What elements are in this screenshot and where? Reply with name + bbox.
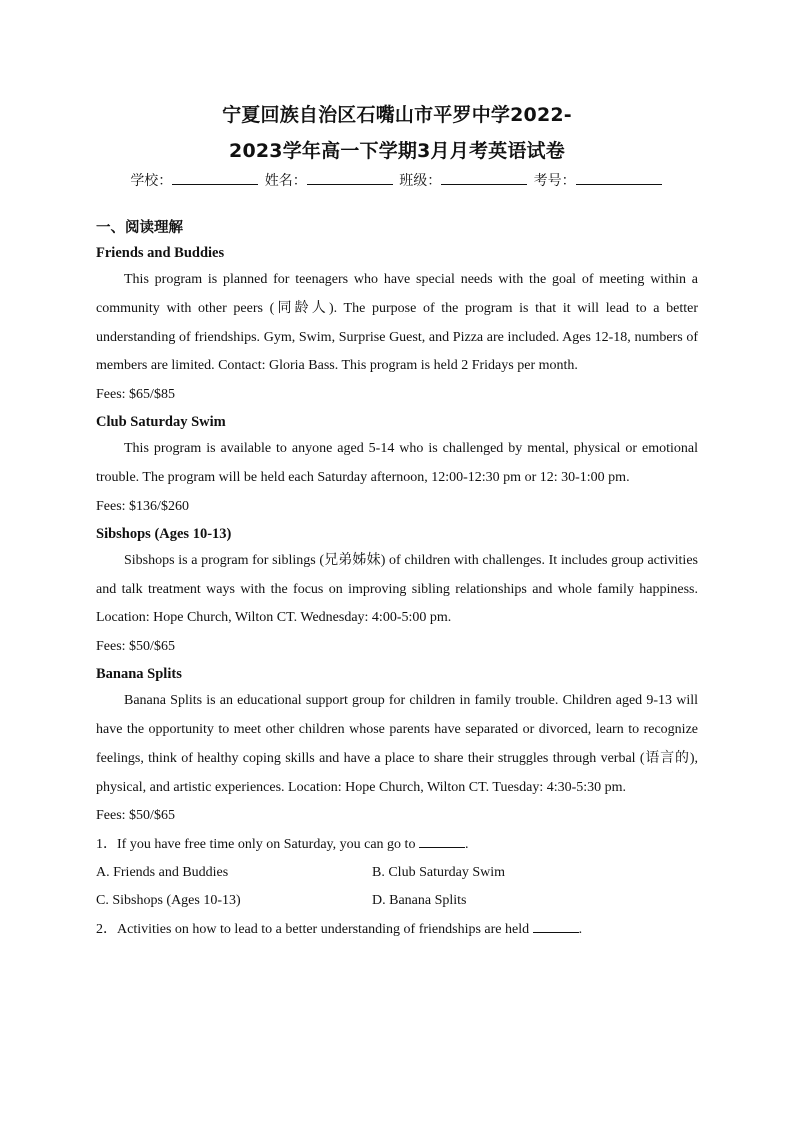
passage-fees: Fees: $136/$260 (96, 498, 189, 514)
title-line-2: 2023学年高一下学期3月月考英语试卷 (229, 140, 565, 162)
passage-fees: Fees: $50/$65 (96, 639, 175, 655)
question-2 (96, 915, 698, 944)
passage-banana-splits (96, 661, 698, 830)
name-label: 姓名： (264, 173, 307, 189)
class-label: 班级： (399, 173, 442, 189)
passage-heading: Friends and Buddies (96, 245, 225, 261)
passage-text: This program is planned for teenagers who have special needs with the goal of meeting within a community with other peers (同龄人). The purpose of the program is that it will lead to a better understanding of friendships. Gym, Swim, Surprise Guest, and Pizza are included. Ages 12-18, numbers of members are limited. Contact: Gloria Bass. This program is held 2 Fridays per month. (96, 272, 698, 374)
option-a[interactable]: A. Friends and Buddies (96, 865, 229, 881)
option-c[interactable]: C. Sibshops (Ages 10-13) (96, 893, 241, 909)
question-1 (96, 830, 698, 915)
class-blank[interactable] (441, 172, 527, 185)
name-blank[interactable] (307, 172, 393, 185)
passage-club-saturday-swim (96, 409, 698, 521)
question-text: 2．Activities on how to lead to a better understanding of friendships are held (96, 922, 530, 938)
school-blank[interactable] (172, 172, 258, 185)
options-row (96, 859, 698, 887)
question-end: . (578, 922, 583, 938)
passage-sibshops (96, 521, 698, 661)
passage-heading: Club Saturday Swim (96, 414, 226, 431)
passage-friends-and-buddies (96, 240, 698, 409)
passage-text: Sibshops is a program for siblings (兄弟姊妹) of children with challenges. It includes group activities and talk treatment ways with the focus on improving sibling relationships and whole family happiness. Location: Hope Church, Wilton CT. Wednesday: 4:00-5:00 pm. (96, 552, 698, 626)
question-stem (96, 830, 698, 859)
section-title: 一、阅读理解 (96, 220, 183, 236)
passage-text: Banana Splits is an educational support group for children in family trouble. Children aged 9-13 will have the opportunity to meet other children whose parents have separated or divorced, learn to recognize feelings, think of healthy coping skills and have a place to share their struggles through verbal (语言的), physical, and artistic experiences. Location: Hope Church, Wilton CT. Tuesday: 4:30-5:30 pm. (96, 693, 698, 795)
question-text: 1．If you have free time only on Saturday, you can go to (96, 837, 416, 853)
answer-blank[interactable] (419, 835, 465, 848)
exam-number-label: 考号： (533, 173, 576, 189)
passage-text: This program is available to anyone aged 5-14 who is challenged by mental, physical or emotional trouble. The program will be held each Saturday afternoon, 12:00-12:30 pm or 12: 30-1:00 pm. (96, 441, 698, 485)
answer-blank[interactable] (533, 920, 579, 933)
passage-heading: Banana Splits (96, 666, 182, 683)
exam-number-blank[interactable] (576, 172, 662, 185)
question-end: . (464, 837, 469, 853)
passage-fees: Fees: $65/$85 (96, 387, 175, 403)
student-info-line (0, 170, 794, 190)
option-d[interactable]: D. Banana Splits (372, 893, 467, 909)
question-stem (96, 915, 698, 944)
passage-heading: Sibshops (Ages 10-13) (96, 525, 232, 542)
school-label: 学校： (130, 173, 173, 189)
exam-content (96, 216, 698, 944)
option-b[interactable]: B. Club Saturday Swim (372, 865, 506, 881)
passage-fees: Fees: $50/$65 (96, 808, 175, 824)
options-row (96, 887, 698, 915)
title-line-1: 宁夏回族自治区石嘴山市平罗中学2022- (222, 104, 572, 126)
